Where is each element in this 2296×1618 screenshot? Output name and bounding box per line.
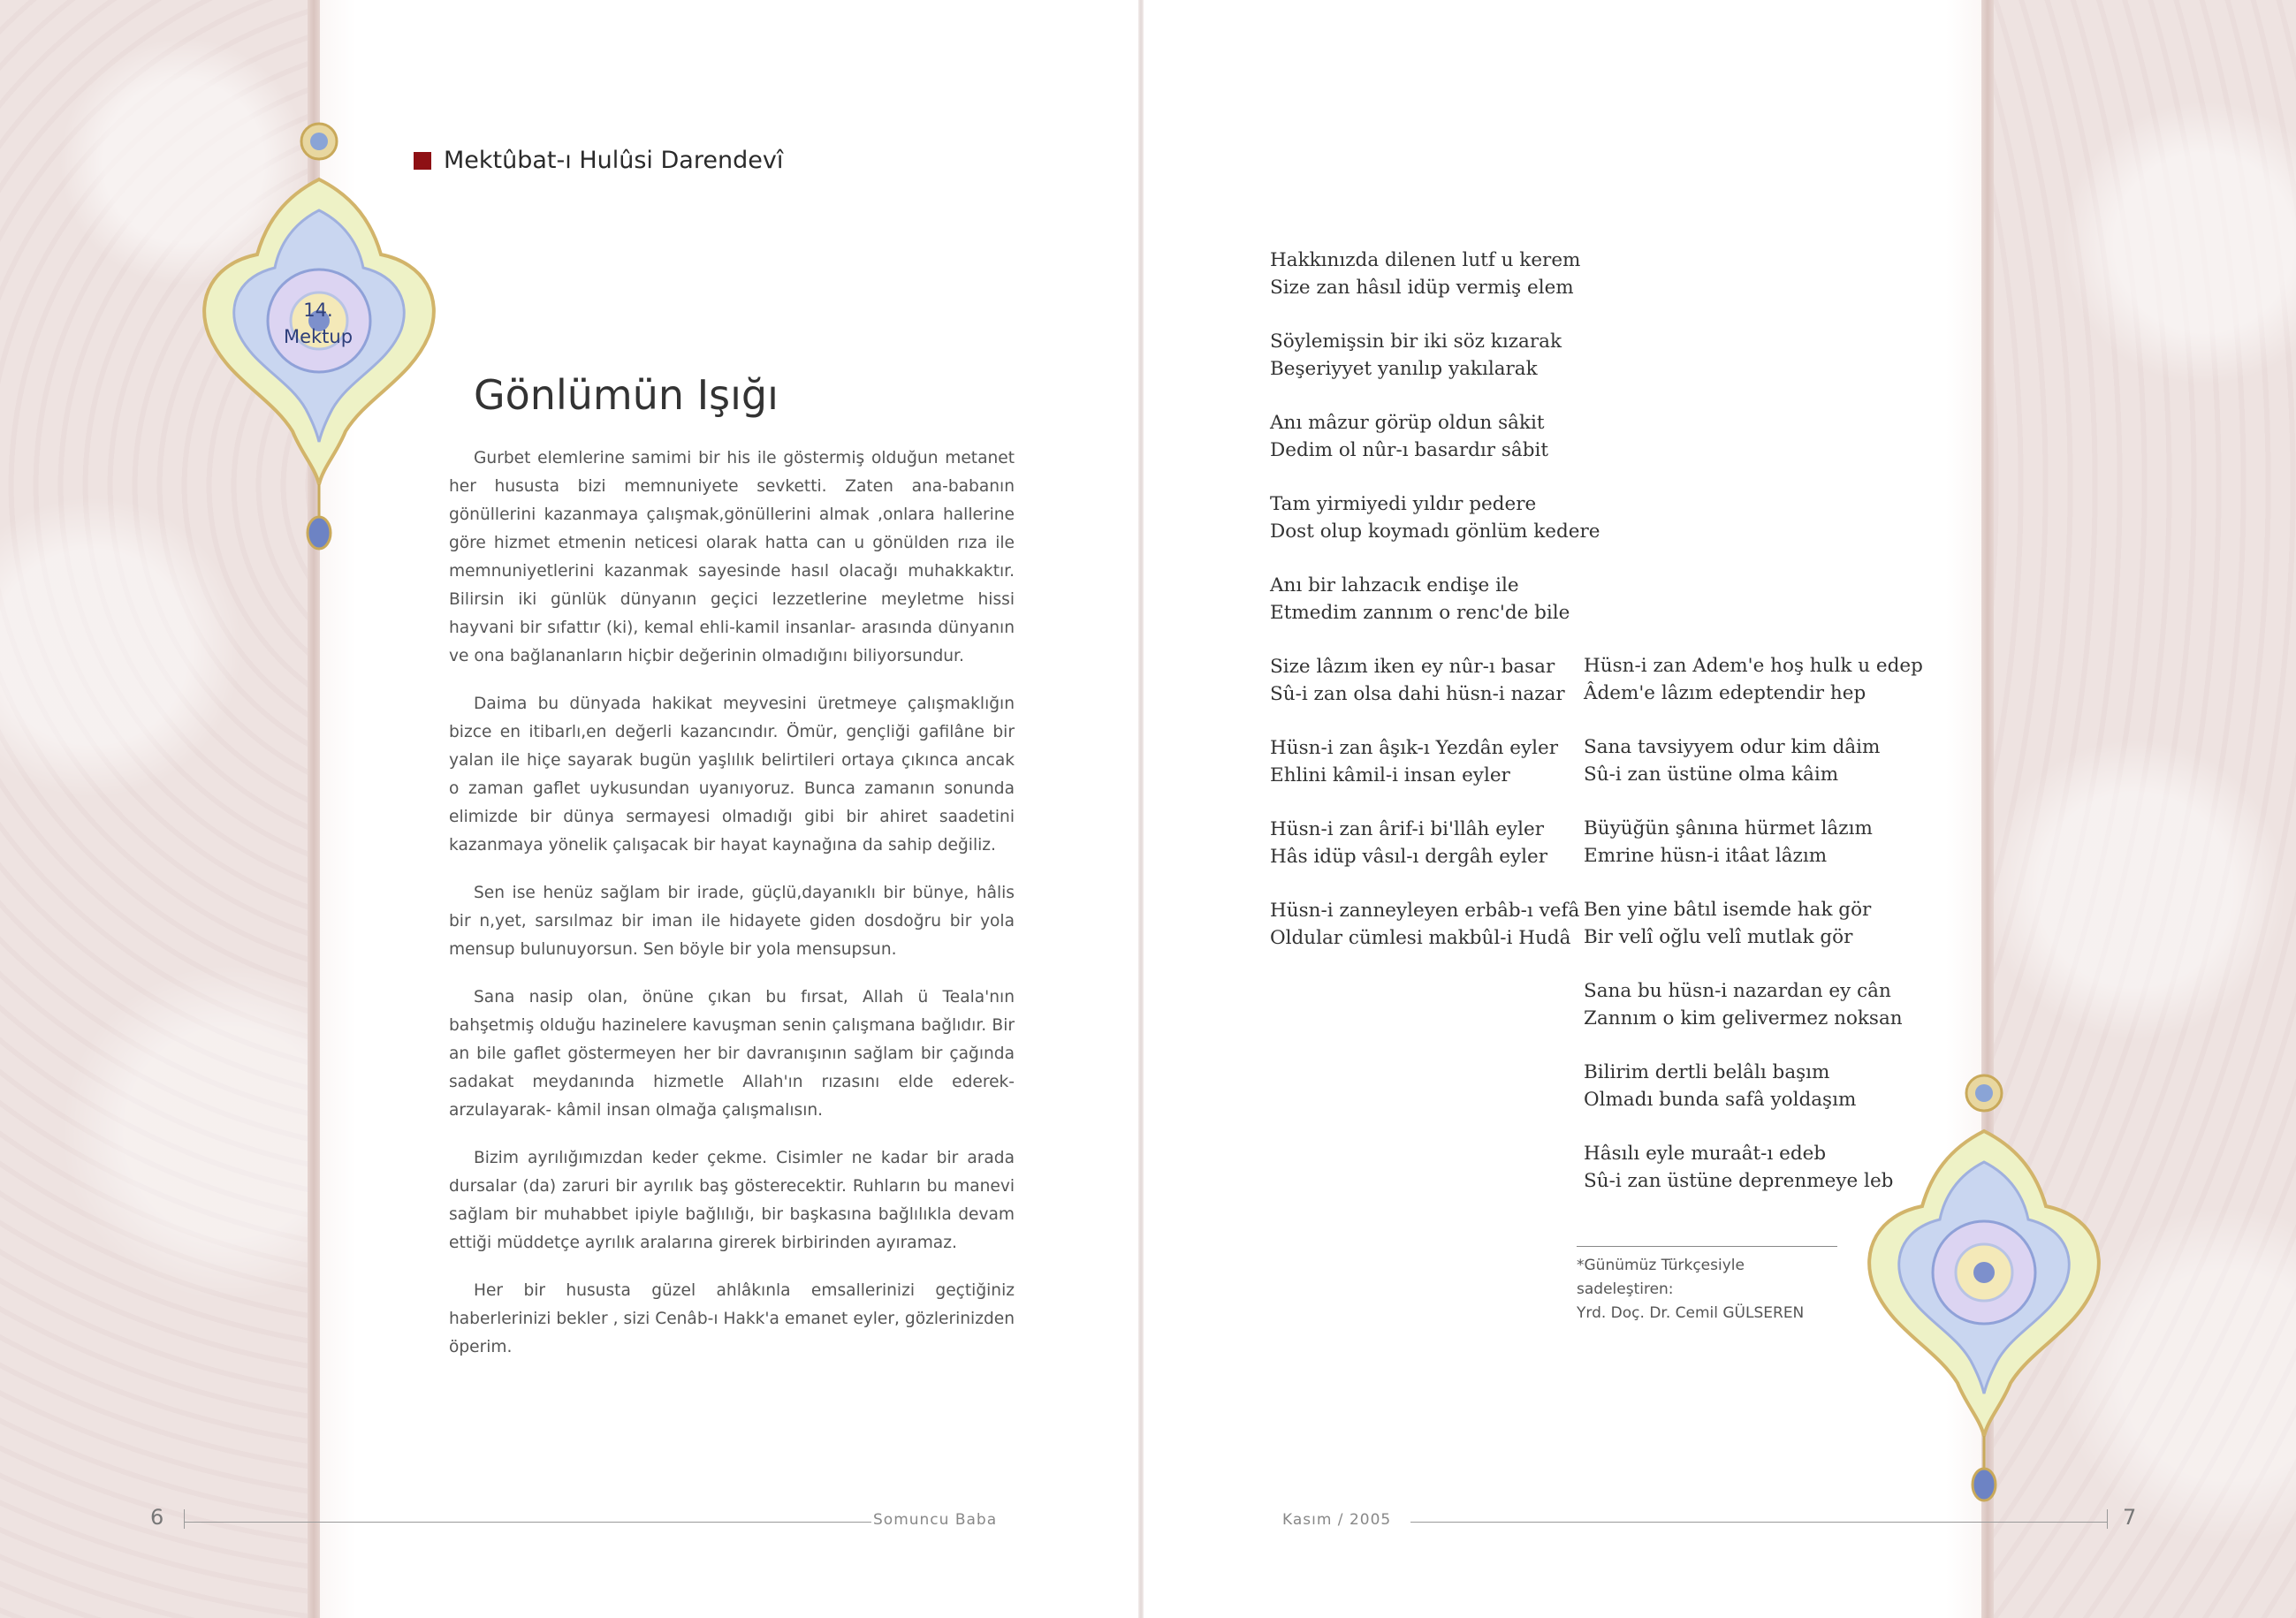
red-square-icon	[414, 152, 431, 170]
poem-line: Ehlini kâmil-i insan eyler	[1270, 763, 1510, 786]
poem-line: Hüsn-i zan Adem'e hoş hulk u edep	[1584, 655, 1923, 677]
poem-line: Oldular cümlesi makbûl-i Hudâ	[1270, 926, 1571, 949]
poem-line: Dost olup koymadı gönlüm kedere	[1270, 520, 1600, 543]
issue-date: Kasım / 2005	[1282, 1511, 1392, 1529]
poem-line: Size zan hâsıl idüp vermiş elem	[1270, 276, 1574, 299]
poem-line: Hüsn-i zanneyleyen erbâb-ı vefâ	[1270, 900, 1580, 922]
paragraph: Sana nasip olan, önüne çıkan bu fırsat, Allah ü Teala'nın bahşetmiş olduğu hazinelere kavuşman senin çalışmana bağlıdır. Bir an bile gaflet göstermeyen her bir davranışının sağlam bir çağında sadakat meydanında hizmetle Allah'ın rızasını elde ederek-arzulayarak- kâmil insan olmağa çalışmalısın.	[449, 988, 1015, 1120]
footer-tick	[184, 1509, 185, 1529]
poem-line: Sû-i zan üstüne deprenmeye leb	[1584, 1169, 1894, 1192]
footnote	[1577, 1246, 1842, 1326]
left-page-number: 6	[150, 1505, 164, 1530]
poem-line: Beşeriyyet yanılıp yakılarak	[1270, 357, 1538, 380]
poem-line: Bilirim dertli belâlı başım	[1584, 1061, 1830, 1083]
footnote-author: Yrd. Doç. Dr. Cemil GÜLSEREN	[1577, 1304, 1805, 1322]
poem-line: Hakkınızda dilenen lutf u kerem	[1270, 249, 1581, 271]
paragraph: Daima bu dünyada hakikat meyvesini üretmeye çalışmaklığın bizce en itibarlı,en değerli kazancındır. Ömür, gençliği gafilâne bir yalan ile hiçe sayarak bugün yaşlılık belirtileri ortaya çıkınca ancak o zaman gaflet uykusundan uyanıyoruz. Bunca zamanın sonunda elimizde bir dünya sermayesi olmadığı gibi bir ahiret saadetini kazanmaya yönelik çalışacak bir hayat kaynağına da sahip değiliz.	[449, 695, 1015, 855]
article-body	[449, 444, 1015, 1381]
poem-column-1	[1270, 247, 1623, 979]
poem-line: Büyüğün şânına hürmet lâzım	[1584, 817, 1873, 839]
poem-line: Olmadı bunda safâ yoldaşım	[1584, 1088, 1857, 1111]
poem-stanza	[1270, 898, 1623, 952]
poem-line: Hâsılı eyle muraât-ı edeb	[1584, 1143, 1827, 1165]
section-title: Mektûbat-ı Hulûsi Darendevî	[444, 147, 784, 174]
letter-type: Mektup	[283, 326, 354, 347]
poem-stanza	[1584, 978, 1937, 1032]
poem-line: Hüsn-i zan âşık-ı Yezdân eyler	[1270, 737, 1559, 759]
poem-line: Bir velî oğlu velî mutlak gör	[1584, 925, 1853, 948]
paragraph: Her bir hususta güzel ahlâkınla emsallerinizi geçtiğiniz haberlerinizi bekler , sizi Cenâb-ı Hakk'a emanet eyler, gözlerinizden öperim.	[449, 1281, 1015, 1356]
poem-stanza	[1584, 897, 1937, 951]
poem-line: Anı mâzur görüp oldun sâkit	[1270, 412, 1545, 434]
poem-line: Sana bu hüsn-i nazardan ey cân	[1584, 980, 1891, 1002]
poem-stanza	[1584, 734, 1937, 788]
poem-line: Tam yirmiyedi yıldır pedere	[1270, 493, 1537, 515]
poem-stanza	[1270, 491, 1623, 545]
paragraph: Bizim ayrılığımızdan keder çekme. Cisimler ne kadar bir arada dursalar (da) zaruri bir ayrılık baş gösterecektir. Ruhların bu manevi sağlam bir muhabbet ipiyle bağlılığı, bir başkasına bağlılıkla devam ettiği müddetçe ayrılık aralarına girerek birbirinden ayıramaz.	[449, 1149, 1015, 1252]
poem-line: Söylemişsin bir iki söz kızarak	[1270, 330, 1562, 353]
section-header	[414, 147, 783, 174]
poem-stanza	[1270, 410, 1623, 464]
footer-tick	[2107, 1509, 2108, 1529]
poem-stanza	[1270, 329, 1623, 383]
poem-stanza	[1270, 817, 1623, 870]
poem-stanza	[1584, 1141, 1937, 1195]
poem-stanza	[1270, 735, 1623, 789]
poem-line: Sû-i zan olsa dahi hüsn-i nazar	[1270, 682, 1565, 705]
poem-stanza	[1270, 247, 1623, 301]
paragraph: Gurbet elemlerine samimi bir his ile göstermiş olduğun metanet her hususta bizi memnuniyete sevketti. Zaten ana-babanın gönüllerini kazanmaya çalışmak,gönüllerini almak ,onlara hallerine göre hizmet etmenin neticesi olarak hatta can u gönülden rıza ile memnuniyetlerini kazanmak sayesinde hasıl olacağı muhakkaktır. Bilirsin iki günlük dünyanın geçici lezzetlerine meyletme hissi hayvani bir sıfattır (ki), kemal ehli-kamil insanlar- arasında dünyanın ve ona bağlananların hiçbir değerinin olmadığını biliyorsundur.	[449, 449, 1015, 665]
footnote-rule	[1577, 1246, 1837, 1247]
poem-line: Hâs idüp vâsıl-ı dergâh eyler	[1270, 845, 1548, 868]
book-spine	[1138, 0, 1144, 1618]
footer-rule-left	[184, 1522, 871, 1523]
paragraph: Sen ise henüz sağlam bir irade, güçlü,dayanıklı bir bünye, hâlis bir n,yet, sarsılmaz bir iman ile hidayete giden dosdoğru bir yola mensup bulunuyorsun. Sen böyle bir yola mensupsun.	[449, 884, 1015, 959]
magazine-name: Somuncu Baba	[873, 1511, 998, 1529]
poem-line: Âdem'e lâzım edeptendir hep	[1584, 681, 1866, 704]
poem-stanza	[1584, 653, 1937, 707]
article-title: Gönlümün Işığı	[474, 371, 779, 419]
poem-line: Hüsn-i zan ârif-i bi'llâh eyler	[1270, 818, 1544, 840]
right-page-number: 7	[2123, 1505, 2137, 1530]
footnote-line: *Günümüz Türkçesiyle sadeleştiren:	[1577, 1257, 1745, 1298]
poem-line: Ben yine bâtıl isemde hak gör	[1584, 899, 1872, 921]
poem-column-2	[1584, 653, 1937, 1222]
poem-line: Sû-i zan üstüne olma kâim	[1584, 763, 1839, 786]
poem-line: Sana tavsiyyem odur kim dâim	[1584, 736, 1881, 758]
poem-line: Anı bir lahzacık endişe ile	[1270, 574, 1519, 596]
poem-stanza	[1270, 573, 1623, 627]
poem-line: Emrine hüsn-i itâat lâzım	[1584, 844, 1828, 867]
poem-stanza	[1270, 654, 1623, 708]
letter-number-label	[265, 297, 371, 350]
poem-line: Dedim ol nûr-ı basardır sâbit	[1270, 438, 1549, 461]
poem-stanza	[1584, 1060, 1937, 1113]
poem-stanza	[1584, 816, 1937, 870]
poem-line: Size lâzım iken ey nûr-ı basar	[1270, 656, 1555, 678]
poem-line: Etmedim zannım o renc'de bile	[1270, 601, 1570, 624]
footer-rule-right	[1410, 1522, 2107, 1523]
letter-number: 14.	[303, 300, 333, 321]
poem-line: Zannım o kim gelivermez noksan	[1584, 1007, 1903, 1029]
